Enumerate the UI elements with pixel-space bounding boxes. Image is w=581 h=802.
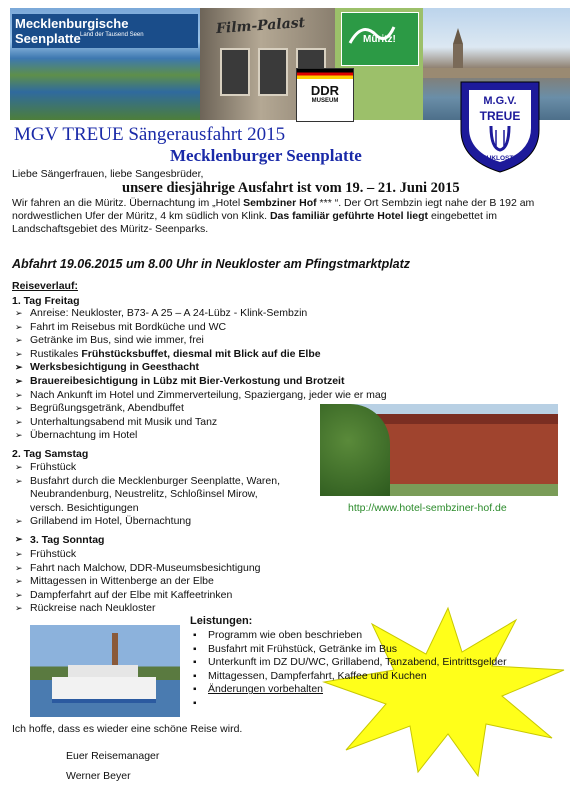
services-list [190, 629, 507, 711]
list-item: ➢ Werksbesichtigung in Geesthacht [15, 361, 200, 374]
arrow-bullet-icon: ➢ [15, 403, 23, 414]
page-subtitle: Mecklenburger Seenplatte [170, 146, 362, 165]
ddr-subtitle: MUSEUM [311, 98, 339, 104]
square-bullet-icon: ▪ [193, 697, 197, 709]
ddr-flag-stripe [297, 69, 353, 79]
arrow-bullet-icon: ➢ [15, 416, 23, 427]
signature-role: Euer Reisemanager [66, 750, 160, 762]
intro-text-d: Das familiär geführte Hotel liegt [269, 210, 429, 222]
arrow-bullet-icon: ➢ [15, 549, 23, 559]
arrow-bullet-icon: ➢ [15, 389, 23, 400]
list-item [190, 697, 507, 711]
list-item: ➢ Mittagessen in Wittenberge an der Elbe [15, 575, 214, 588]
intro-paragraph [12, 197, 564, 236]
date-line: unsere diesjährige Ausfahrt ist vom 19. – 21. Juni 2015 [122, 180, 460, 196]
list-item: ▪ Mittagessen, Dampferfahrt, Kaffee und Kuchen [193, 669, 427, 682]
day2-heading: 2. Tag Samstag [12, 448, 89, 460]
arrow-bullet-icon: ➢ [15, 576, 23, 587]
intro-text-a: Wir fahren an die Müritz. Übernachtung im „Hotel [12, 197, 244, 209]
window [258, 48, 288, 96]
list-item: ➢ Rückreise nach Neukloster [15, 602, 156, 615]
list-item: ➢ Rustikales Frühstücksbuffet, diesmal mit Blick auf die Elbe [15, 347, 321, 360]
ddr-title: DDR [310, 83, 340, 98]
film-palast-sign: Film-Palast [215, 14, 306, 38]
intro-text-e: eingebettet im Landschaftsgebiet des Müritz- Seenparks. [12, 210, 497, 235]
hotel-building [380, 424, 558, 484]
list-item: ▪ Busfahrt mit Frühstück, Getränke im Bus [193, 642, 398, 655]
logo-bottom-text: NEUKLOSTER [477, 155, 523, 162]
list-item: ➢ Nach Ankunft im Hotel und Zimmerverteilung, Spaziergang, jeder wie er mag [15, 388, 387, 401]
closing-sentence: Ich hoffe, dass es wieder eine schöne Reise wird. [12, 723, 243, 735]
banner-subtitle: Land der Tausend Seen [80, 32, 144, 38]
banner-title: Mecklenburgische Seenplatte [12, 14, 198, 48]
arrow-bullet-icon: ➢ [15, 603, 23, 614]
arrow-bullet-icon: ➢ [15, 516, 23, 527]
mueritz-text: Müritz! [363, 34, 396, 45]
list-item: ➢ Dampferfahrt auf der Elbe mit Kaffeetrinken [15, 588, 233, 601]
hotel-photo [320, 404, 558, 496]
list-item: ➢ Frühstück [15, 461, 77, 473]
page-title: MGV TREUE Sängerausfahrt 2015 [14, 124, 286, 145]
route-heading: Reiseverlauf: [12, 280, 78, 292]
list-item: ▪ Änderungen vorbehalten [193, 683, 324, 696]
arrow-bullet-icon: ➢ [15, 475, 23, 486]
square-bullet-icon: ▪ [193, 684, 197, 696]
square-bullet-icon: ▪ [193, 657, 197, 669]
list-item: ▪ Programm wie oben beschrieben [193, 629, 363, 641]
logo-top-text: M.G.V. [483, 95, 517, 107]
list-item: ➢ Getränke im Bus, sind wie immer, frei [15, 334, 204, 347]
list-item: ➢ Fahrt im Reisebus mit Bordküche und WC [15, 320, 227, 333]
arrow-bullet-icon: ➢ [15, 375, 23, 386]
signature-name: Werner Beyer [66, 770, 131, 782]
list-item: ➢ Unterhaltungsabend mit Musik und Tanz [15, 415, 218, 428]
departure-info: Abfahrt 19.06.2015 um 8.00 Uhr in Neukloster am Pfingstmarktplatz [12, 257, 411, 271]
ddr-museum-sign [296, 68, 354, 122]
day3-list [12, 548, 261, 616]
intro-hotel-name: Sembziner Hof [243, 197, 317, 209]
window [220, 48, 250, 96]
arrow-bullet-icon: ➢ [15, 362, 23, 373]
arrow-bullet-icon: ➢ [15, 562, 23, 573]
greeting: Liebe Sängerfrauen, liebe Sangesbrüder, [12, 168, 204, 180]
list-item: ➢ Übernachtung im Hotel [15, 429, 138, 442]
square-bullet-icon: ▪ [193, 670, 197, 682]
seenplatte-photo [10, 8, 200, 120]
list-item: ➢ Grillabend im Hotel, Übernachtung [15, 515, 192, 528]
arrow-bullet-icon: ➢ [15, 430, 23, 441]
arrow-bullet-icon: ➢ [15, 534, 23, 544]
hotel-link[interactable]: http://www.hotel-sembziner-hof.de [348, 502, 507, 514]
square-bullet-icon: ▪ [193, 643, 197, 655]
ship-photo [30, 625, 180, 717]
list-item: versch. Besichtigungen [30, 501, 139, 514]
arrow-bullet-icon: ➢ [15, 348, 23, 359]
list-item: ➢ Busfahrt durch die Mecklenburger Seenplatte, Waren, [15, 474, 280, 487]
mgv-treue-logo [455, 78, 545, 174]
arrow-bullet-icon: ➢ [15, 462, 23, 472]
services-heading: Leistungen: [190, 615, 253, 627]
arrow-bullet-icon: ➢ [15, 308, 23, 318]
list-item: ➢ Brauereibesichtigung in Lübz mit Bier-Verkostung und Brotzeit [15, 374, 345, 387]
list-item: ➢ Fahrt nach Malchow, DDR-Museumsbesichtigung [15, 561, 261, 574]
day3-heading: ➢ 3. Tag Sonntag [15, 534, 105, 546]
day1-heading: 1. Tag Freitag [12, 295, 80, 307]
list-item: ➢ Anreise: Neukloster, B73- A 25 – A 24-Lübz - Klink-Sembzin [15, 307, 308, 319]
square-bullet-icon: ▪ [193, 630, 197, 641]
ship-hull [52, 677, 156, 703]
arrow-bullet-icon: ➢ [15, 335, 23, 346]
arrow-bullet-icon: ➢ [15, 321, 23, 332]
list-item: Neubrandenburg, Neustrelitz, Schloßinsel Mirow, [30, 488, 258, 501]
day2-list [12, 461, 280, 529]
arrow-bullet-icon: ➢ [15, 589, 23, 600]
list-item: ➢ Begrüßungsgetränk, Abendbuffet [15, 402, 184, 415]
intro-text-c: *** “. Der Ort Sembzin iegt nahe der B 192 am nordwestlichen Ufer der Müritz, 4 km südlich von Klink. [12, 197, 535, 222]
list-item: ➢ Frühstück [15, 548, 77, 560]
list-item: ▪ Unterkunft im DZ DU/WC, Grillabend, Tanzabend, Eintrittsgelder [193, 656, 507, 669]
tree [320, 404, 390, 496]
logo-middle-text: TREUE [479, 109, 521, 123]
